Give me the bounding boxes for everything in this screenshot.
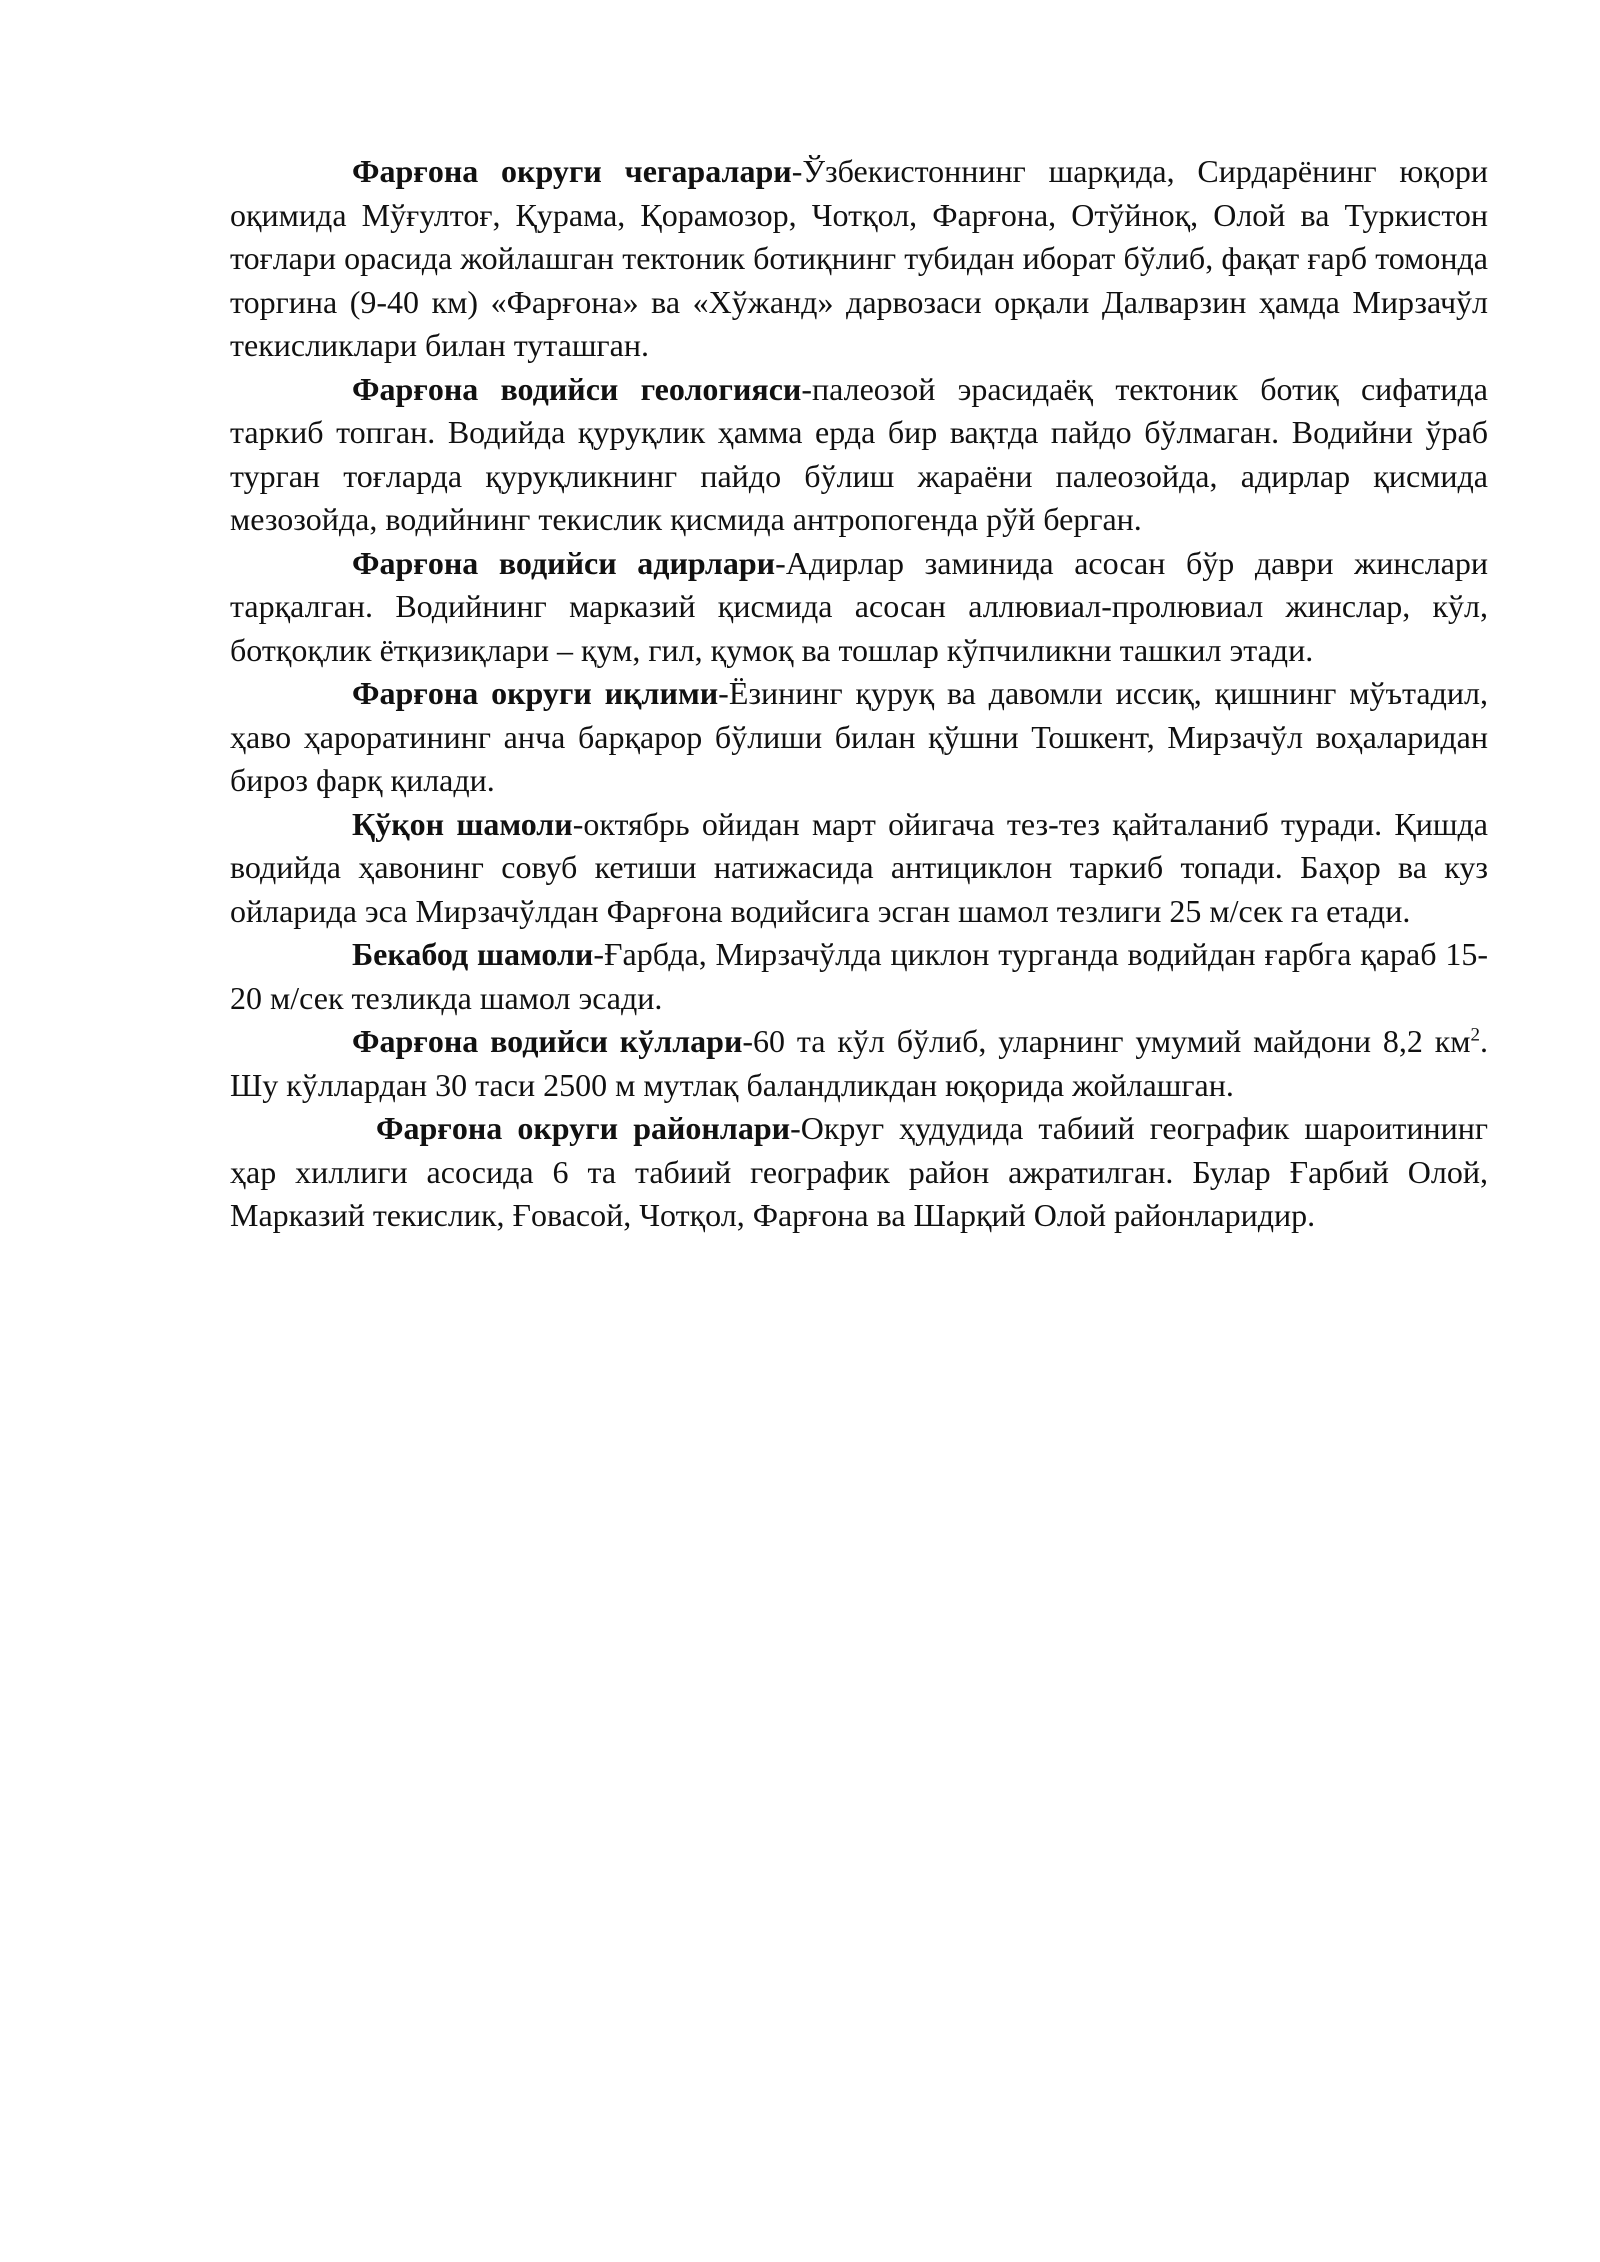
document-page [230,150,1488,1238]
paragraph-text: -60 та кўл бўлиб, уларнинг умумий майдони 8,2 км [742,1023,1471,1059]
paragraph-text: -Ёзининг қуруқ ва давомли иссиқ, қишнинг мўътадил, ҳаво ҳароратининг анча барқарор бўлиши билан қўшни Тошкент, Мирзачўл воҳаларидан бироз фарқ қилади. [230,675,1488,798]
paragraph-text: -Адирлар заминида асосан бўр даври жинслари тарқалган. Водийнинг марказий қисмида асосан аллювиал-пролювиал жинслар, кўл, ботқоқлик ётқизиқлари – қум, гил, қумоқ ва тошлар кўпчиликни ташкил этади. [230,544,1489,668]
paragraph-geology [230,368,1488,542]
superscript-two: 2 [1470,1024,1481,1046]
term-heading: Фарғона водийси адирлари [352,544,776,581]
paragraph-hills [230,542,1488,673]
paragraph-text: -Округ ҳудудида табиий географик шароитининг ҳар хиллиги асосида 6 та табиий географик район ажратилган. Булар Ғарбий Олой, Марказий текислик, Ғовасой, Чотқол, Фарғона ва Шарқий Олой районларидир. [230,1110,1489,1233]
paragraph-climate [230,672,1488,803]
paragraph-text: -октябрь ойидан март ойигача тез-тез қайталаниб туради. Қишда водийда ҳавонинг совуб кетиши натижасида антициклон таркиб топади. Баҳор ва куз ойларида эса Мирзачўлдан Фарғона водийсига эсган шамол тезлиги 25 м/сек га етади. [230,805,1489,929]
paragraph-kokand-wind [230,803,1488,934]
term-heading: Фарғона округи иқлими [352,675,719,711]
term-heading: Фарғона округи чегаралари [352,153,792,189]
paragraph-text-after: . Шу кўллардан 30 таси 2500 м мутлақ баландликдан юқорида жойлашган. [230,1023,1489,1103]
term-heading: Фарғона водийси геологияси [352,370,802,407]
term-heading: Фарғона водийси кўллари [352,1023,743,1059]
paragraph-text: -Ғарбда, Мирзачўлда циклон турганда водийдан ғарбга қараб 15-20 м/сек тезликда шамол эсади. [230,936,1488,1016]
term-heading: Бекабод шамоли [352,936,594,972]
term-heading: Фарғона округи районлари [376,1110,791,1146]
paragraph-text: -Ўзбекистоннинг шарқида, Сирдарёнинг юқори оқимида Мўғултоғ, Қурама, Қорамозор, Чотқол, Фарғона, Отўйноқ, Олой ва Туркистон тоғлари орасида жойлашган тектоник ботиқнинг тубидан иборат бўлиб, фақат ғарб томонда торгина (9-40 км) «Фарғона» ва «Хўжанд» дарвозаси орқали Далварзин ҳамда Мирзачўл текисликлари билан туташган. [230,153,1489,363]
paragraph-bekabad-wind [230,933,1488,1020]
paragraph-borders [230,150,1488,368]
paragraph-text: -палеозой эрасидаёқ тектоник ботиқ сифатида таркиб топган. Водийда қуруқлик ҳамма ерда бир вақтда пайдо бўлмаган. Водийни ўраб турган тоғларда қуруқликнинг пайдо бўлиш жараёни палеозойда, адирлар қисмида мезозойда, водийнинг текислик қисмида антропогенда рўй берган. [230,370,1488,537]
paragraph-districts [230,1107,1488,1238]
paragraph-lakes [230,1020,1488,1107]
term-heading: Қўқон шамоли [352,805,573,842]
